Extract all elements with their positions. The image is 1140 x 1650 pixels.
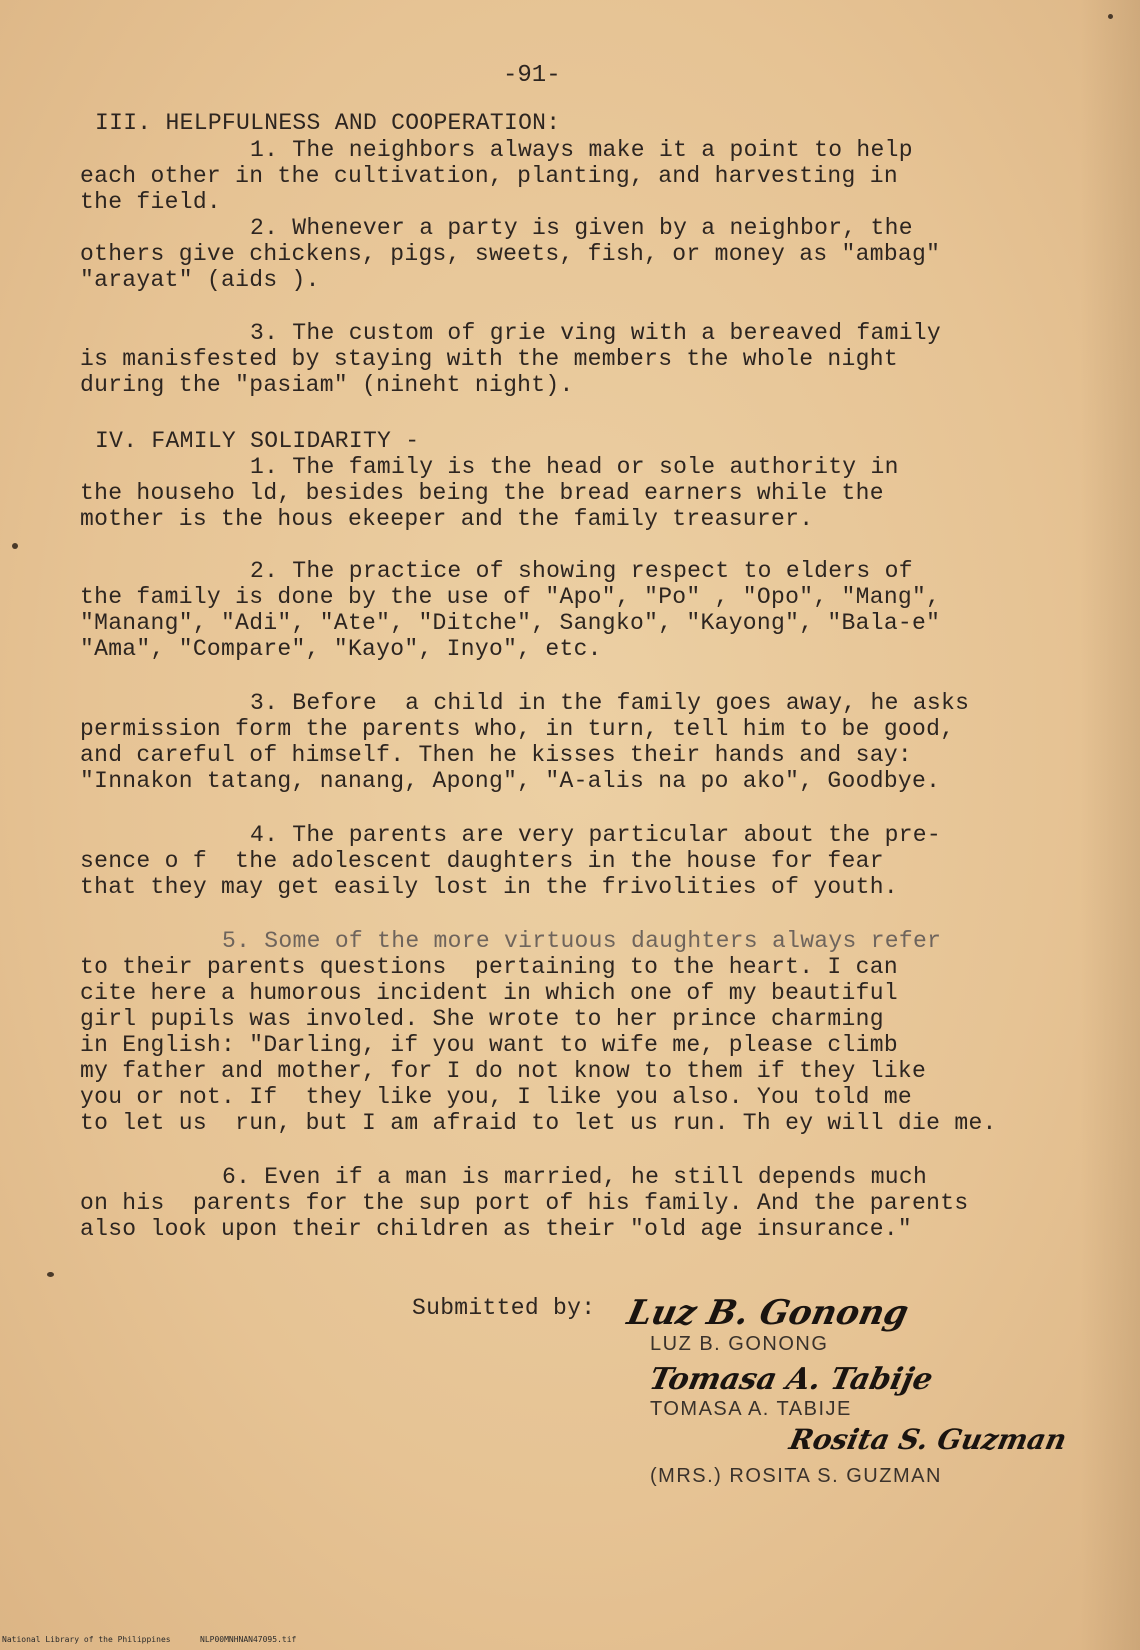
signature-gonong: Luz B. Gonong xyxy=(623,1293,913,1333)
paragraph-line: you or not. If they like you, I like you also. You told me xyxy=(80,1084,913,1110)
paragraph-line: during the "pasiam" (nineht night). xyxy=(80,372,574,398)
paragraph-line: the family is done by the use of "Apo", "Po" , "Opo", "Mang", xyxy=(80,584,941,610)
page-number: -91- xyxy=(503,62,561,89)
paragraph-line: 1. The family is the head or sole authority in xyxy=(250,454,899,480)
paragraph-line: cite here a humorous incident in which one of my beautiful xyxy=(80,980,898,1006)
paragraph-line: mother is the hous ekeeper and the family treasurer. xyxy=(80,506,814,532)
signature-guzman: Rosita S. Guzman xyxy=(786,1423,1070,1456)
section-heading-helpfulness: III. HELPFULNESS AND COOPERATION: xyxy=(95,110,561,136)
paper-speck xyxy=(1108,14,1113,19)
paragraph-line: sence o f the adolescent daughters in the house for fear xyxy=(80,848,884,874)
paragraph-line: to their parents questions pertaining to the heart. I can xyxy=(80,954,898,980)
paragraph-line: "Ama", "Compare", "Kayo", Inyo", etc. xyxy=(80,636,602,662)
paper-speck xyxy=(47,1272,54,1277)
footer-library: National Library of the Philippines xyxy=(2,1635,171,1644)
paragraph-line: 4. The parents are very particular about the pre- xyxy=(250,822,942,848)
paragraph-line: "Innakon tatang, nanang, Apong", "A-alis na po ako", Goodbye. xyxy=(80,768,941,794)
paragraph-line: 2. Whenever a party is given by a neighbor, the xyxy=(250,215,913,241)
paragraph-line: girl pupils was involed. She wrote to her prince charming xyxy=(80,1006,884,1032)
paragraph-line: each other in the cultivation, planting, and harvesting in xyxy=(80,163,898,189)
signature-tabije: Tomasa A. Tabije xyxy=(646,1362,936,1397)
paragraph-line: 2. The practice of showing respect to elders of xyxy=(250,558,913,584)
paragraph-line: "Manang", "Adi", "Ate", "Ditche", Sangko", "Kayong", "Bala-e" xyxy=(80,610,941,636)
paragraph-line: "arayat" (aids ). xyxy=(80,267,320,293)
paragraph-line: 6. Even if a man is married, he still depends much xyxy=(222,1164,928,1190)
paragraph-line: that they may get easily lost in the frivolities of youth. xyxy=(80,874,898,900)
paragraph-line: 5. Some of the more virtuous daughters always refer xyxy=(222,928,942,954)
paragraph-line: the househo ld, besides being the bread earners while the xyxy=(80,480,884,506)
paragraph-line: permission form the parents who, in turn, tell him to be good, xyxy=(80,716,955,742)
page-edge-shadow xyxy=(1080,0,1140,1650)
paragraph-line: and careful of himself. Then he kisses their hands and say: xyxy=(80,742,913,768)
section-heading-family-solidarity: IV. FAMILY SOLIDARITY - xyxy=(95,428,420,454)
paragraph-line: to let us run, but I am afraid to let us run. Th ey will die me. xyxy=(80,1110,997,1136)
paper-speck xyxy=(12,543,18,549)
paragraph-line: 3. The custom of grie ving with a bereaved family xyxy=(250,320,942,346)
typed-name-gonong: LUZ B. GONONG xyxy=(650,1333,829,1355)
paragraph-line: is manisfested by staying with the members the whole night xyxy=(80,346,898,372)
paragraph-line: on his parents for the sup port of his family. And the parents xyxy=(80,1190,969,1216)
paragraph-line: 3. Before a child in the family goes away, he asks xyxy=(250,690,970,716)
paragraph-line: the field. xyxy=(80,189,222,215)
submitted-by-label: Submitted by: xyxy=(412,1295,596,1321)
paragraph-line: in English: "Darling, if you want to wife me, please climb xyxy=(80,1032,898,1058)
typed-name-tabije: TOMASA A. TABIJE xyxy=(650,1398,852,1420)
paragraph-line: others give chickens, pigs, sweets, fish, or money as "ambag" xyxy=(80,241,941,267)
typed-name-guzman: (MRS.) ROSITA S. GUZMAN xyxy=(650,1465,942,1487)
paragraph-line: my father and mother, for I do not know to them if they like xyxy=(80,1058,927,1084)
paragraph-line: also look upon their children as their "old age insurance." xyxy=(80,1216,913,1242)
footer-filename: NLP00MNHNAN47095.tif xyxy=(200,1635,297,1644)
paragraph-line: 1. The neighbors always make it a point to help xyxy=(250,137,913,163)
